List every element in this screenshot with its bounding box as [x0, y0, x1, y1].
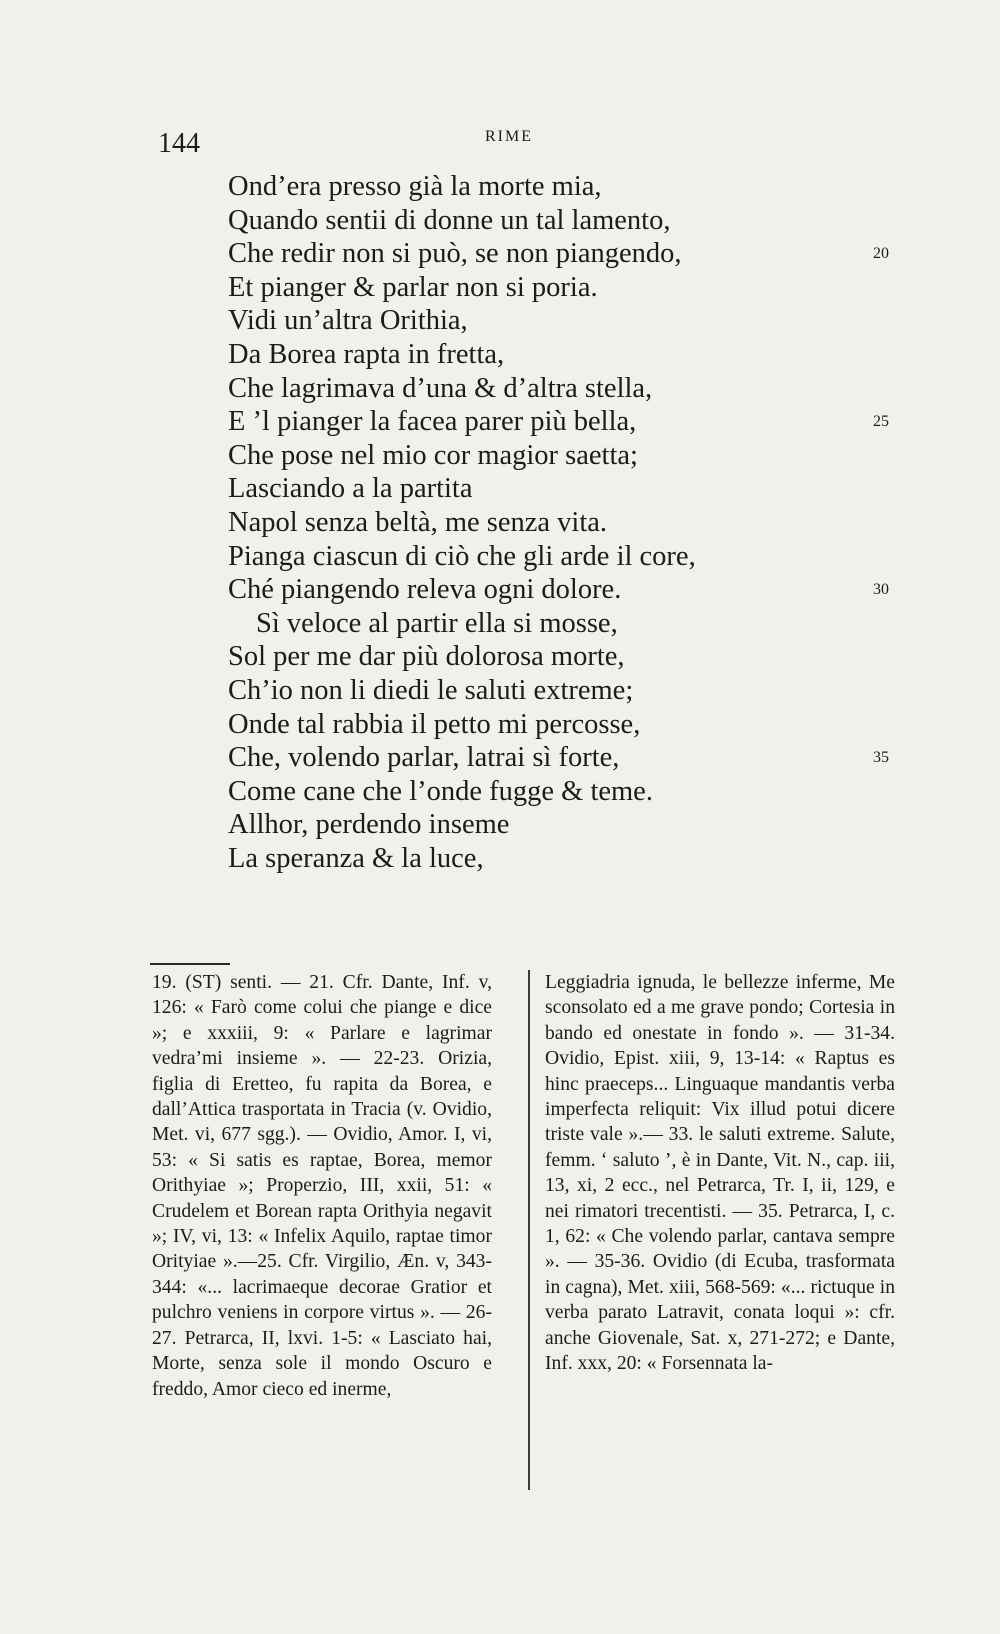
poem-line: Che redir non si può, se non piangendo, 20 [228, 238, 889, 270]
poem-line: Che lagrimava d’una & d’altra stella, [228, 372, 653, 404]
poem-line: Et pianger & parlar non si poria. [228, 271, 598, 303]
poem-line: La speranza & la luce, [228, 842, 484, 874]
poem-line: Onde tal rabbia il petto mi percosse, [228, 708, 641, 740]
line-number: 25 [873, 413, 889, 431]
line-number: 20 [873, 245, 889, 263]
footnotes-left-column: 19. (ST) senti. — 21. Cfr. Dante, Inf. v, 126: « Farò come colui che piange e dice »; e xxxiii, 9: « Parlare e lagrimar vedra’mi insieme ». — 22-23. Orizia, figlia di Eretteo, fu rapita da Borea, e dall’Attica trasportata in Tracia (v. Ovidio, Met. vi, 677 sgg.). — Ovidio, Amor. I, vi, 53: « Si satis es raptae, Borea, memor Orithyiae »; Properzio, III, xxii, 51: « Crudelem et Borean rapta Orithyia negavit »; IV, vi, 13: « Infelix Aquilo, raptae timor Orityiae ».—25. Cfr. Virgilio, Æn. v, 343-344: «... lacrimaeque decorae Gratior et pulchro veniens in corpore virtus ». — 26-27. Petrarca, II, lxvi. 1-5: « Lasciato hai, Morte, senza sole il mondo Oscuro e freddo, Amor cieco ed inerme, [152, 972, 492, 1400]
poem-line: Ond’era presso già la morte mia, [228, 171, 602, 202]
page-number: 144 [158, 128, 200, 159]
poem-line: Che pose nel mio cor magior saetta; [228, 439, 638, 471]
poem-line: Come cane che l’onde fugge & teme. [228, 775, 653, 807]
poem-line: Napol senza beltà, me senza vita. [228, 506, 608, 538]
poem-line: Pianga ciascun di ciò che gli arde il core, [228, 540, 696, 572]
footnotes-right-column: Leggiadria ignuda, le bellezze inferme, Me sconsolato ed a me grave pondo; Cortesia in bando ed onestate in fondo ». — 31-34. Ovidio, Epist. xiii, 9, 13-14: « Raptus es hinc praeceps... Linguaque mandantis verba imperfecta reliquit: Vix illud potui dicere triste vale ».— 33. le saluti extreme. Salute, femm. ‘ saluto ’, è in Dante, Vit. N., cap. iii, 13, xi, 2 ecc., nel Petrarca, Tr. I, ii, 129, e nei rimatori trecentisti. — 35. Petrarca, I, c. 1, 62: « Che volendo parlar, cantava sempre ». — 35-36. Ovidio (di Ecuba, trasformata in cagna), Met. xiii, 568-569: «... rictuque in verba parato Latravit, conata loqui »: cfr. anche Giovenale, Sat. x, 271-272; e Dante, Inf. xxx, 20: « Forsennata la- [545, 972, 895, 1375]
poem-line: E ’l pianger la facea parer più bella, 25 [228, 406, 889, 438]
poem-line: Vidi un’altra Orithia, [228, 305, 468, 337]
poem-line: Quando sentii di donne un tal lamento, [228, 204, 671, 236]
poem-line: Da Borea rapta in fretta, [228, 338, 505, 370]
poem-line: Allhor, perdendo inseme [228, 809, 510, 841]
footnote-rule [150, 963, 230, 965]
line-number: 30 [873, 581, 889, 599]
poem-line: Sì veloce al partir ella si mosse, [256, 607, 618, 639]
poem-line: Ch’io non li diedi le saluti extreme; [228, 674, 634, 706]
running-head: RIME [485, 128, 533, 145]
line-number: 35 [873, 749, 889, 767]
poem-text [228, 170, 889, 875]
poem-line: Lasciando a la partita [228, 473, 473, 505]
poem-line: Che, volendo parlar, latrai sì forte, 35 [228, 742, 889, 774]
poem-line: Ché piangendo releva ogni dolore. 30 [228, 574, 889, 606]
column-divider [528, 970, 530, 1490]
poem-line: Sol per me dar più dolorosa morte, [228, 641, 625, 673]
